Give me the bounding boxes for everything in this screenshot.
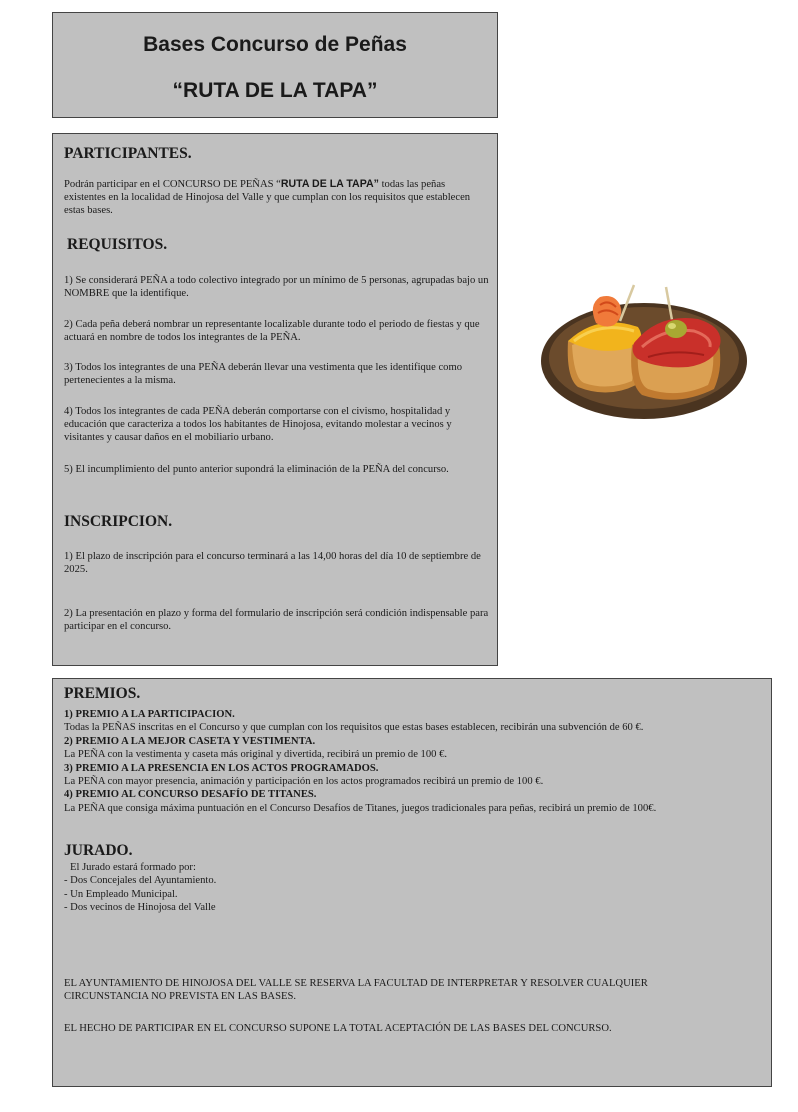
requisito-item-5: 5) El incumplimiento del punto anterior supondrá la eliminación de la PEÑA del concurso. — [64, 464, 449, 475]
participantes-text-pre: Podrán participar en el CONCURSO DE PEÑAS “ — [64, 179, 281, 190]
participantes-text — [64, 178, 480, 217]
premio-3-text: La PEÑA con mayor presencia, animación y participación en los actos programados recibirá un premio de 100 €. — [64, 776, 544, 788]
page-subtitle: “RUTA DE LA TAPA” — [172, 79, 378, 102]
premios-list — [64, 708, 764, 815]
closing-reserva: EL AYUNTAMIENTO DE HINOJOSA DEL VALLE SE RESERVA LA FACULTAD DE INTERPRETAR Y RESOLVER CUALQUIER CIRCUNSTANCIA NO PREVISTA EN LAS BASES. — [64, 978, 648, 1003]
title-box — [52, 12, 498, 118]
inscripcion-heading: INSCRIPCION. — [64, 513, 173, 530]
inscripcion-item-2: 2) La presentación en plazo y forma del formulario de inscripción será condición indispensable para participar en el concurso. — [64, 608, 489, 632]
jurado-intro: El Jurado estará formado por: — [70, 862, 196, 873]
prizes-box — [52, 678, 772, 1087]
jurado-member-2: - Un Empleado Municipal. — [64, 888, 178, 900]
premio-1-text: Todas la PEÑAS inscritas en el Concurso y que cumplan con los requisitos que estas bases establecen, recibirán una subvención de 60 €. — [64, 722, 644, 734]
jurado-member-1: - Dos Concejales del Ayuntamiento. — [64, 875, 217, 887]
jurado-member-3: - Dos vecinos de Hinojosa del Valle — [64, 902, 216, 914]
tapas-plate-icon — [538, 283, 750, 423]
rules-box — [52, 133, 498, 666]
inscripcion-item-1: 1) El plazo de inscripción para el concurso terminará a las 14,00 horas del día 10 de septiembre de 2025. — [64, 551, 481, 575]
premio-1-title: 1) PREMIO A LA PARTICIPACION. — [64, 709, 235, 720]
premios-heading: PREMIOS. — [64, 685, 141, 702]
premio-3-title: 3) PREMIO A LA PRESENCIA EN LOS ACTOS PROGRAMADOS. — [64, 762, 379, 774]
participantes-text-bold: RUTA DE LA TAPA” — [280, 178, 379, 190]
jurado-heading: JURADO. — [64, 842, 133, 859]
participantes-heading: PARTICIPANTES. — [64, 145, 192, 162]
jurado-list — [64, 861, 464, 915]
premio-2-text: La PEÑA con la vestimenta y caseta más original y divertida, recibirá un premio de 100 €. — [64, 749, 448, 761]
premio-4-title: 4) PREMIO AL CONCURSO DESAFÍO DE TITANES. — [64, 789, 317, 801]
requisito-item-2: 2) Cada peña deberá nombrar un representante localizable durante todo el periodo de fiestas y que actuará en nombre de todos los integrantes de la PEÑA. — [64, 319, 480, 343]
requisito-item-1: 1) Se considerará PEÑA a todo colectivo integrado por un mínimo de 5 personas, agrupadas bajo un NOMBRE que la identifique. — [64, 275, 489, 299]
closing-aceptacion: EL HECHO DE PARTICIPAR EN EL CONCURSO SUPONE LA TOTAL ACEPTACIÓN DE LAS BASES DEL CONCURSO. — [64, 1023, 612, 1034]
requisito-item-3: 3) Todos los integrantes de una PEÑA deberán llevar una vestimenta que les identifique como pertenecientes a la misma. — [64, 362, 462, 386]
participantes-text-post: todas las peñas existentes en la localidad de Hinojosa del Valle y que cumplan con los requisitos que establecen estas bases. — [64, 179, 471, 216]
premio-4-text: La PEÑA que consiga máxima puntuación en el Concurso Desafíos de Titanes, juegos tradicionales para peñas, recibirá un premio de 100€. — [64, 802, 657, 814]
page-title: Bases Concurso de Peñas — [143, 33, 407, 56]
requisito-item-4: 4) Todos los integrantes de cada PEÑA deberán comportarse con el civismo, hospitalidad y educación que caracteriza a todos los habitantes de Hinojosa, evitando molestar a vecinos y visitantes y causar daños en el mobiliario urbano. — [64, 406, 452, 443]
requisitos-heading: REQUISITOS. — [67, 236, 168, 253]
premio-2-title: 2) PREMIO A LA MEJOR CASETA Y VESTIMENTA. — [64, 735, 316, 747]
